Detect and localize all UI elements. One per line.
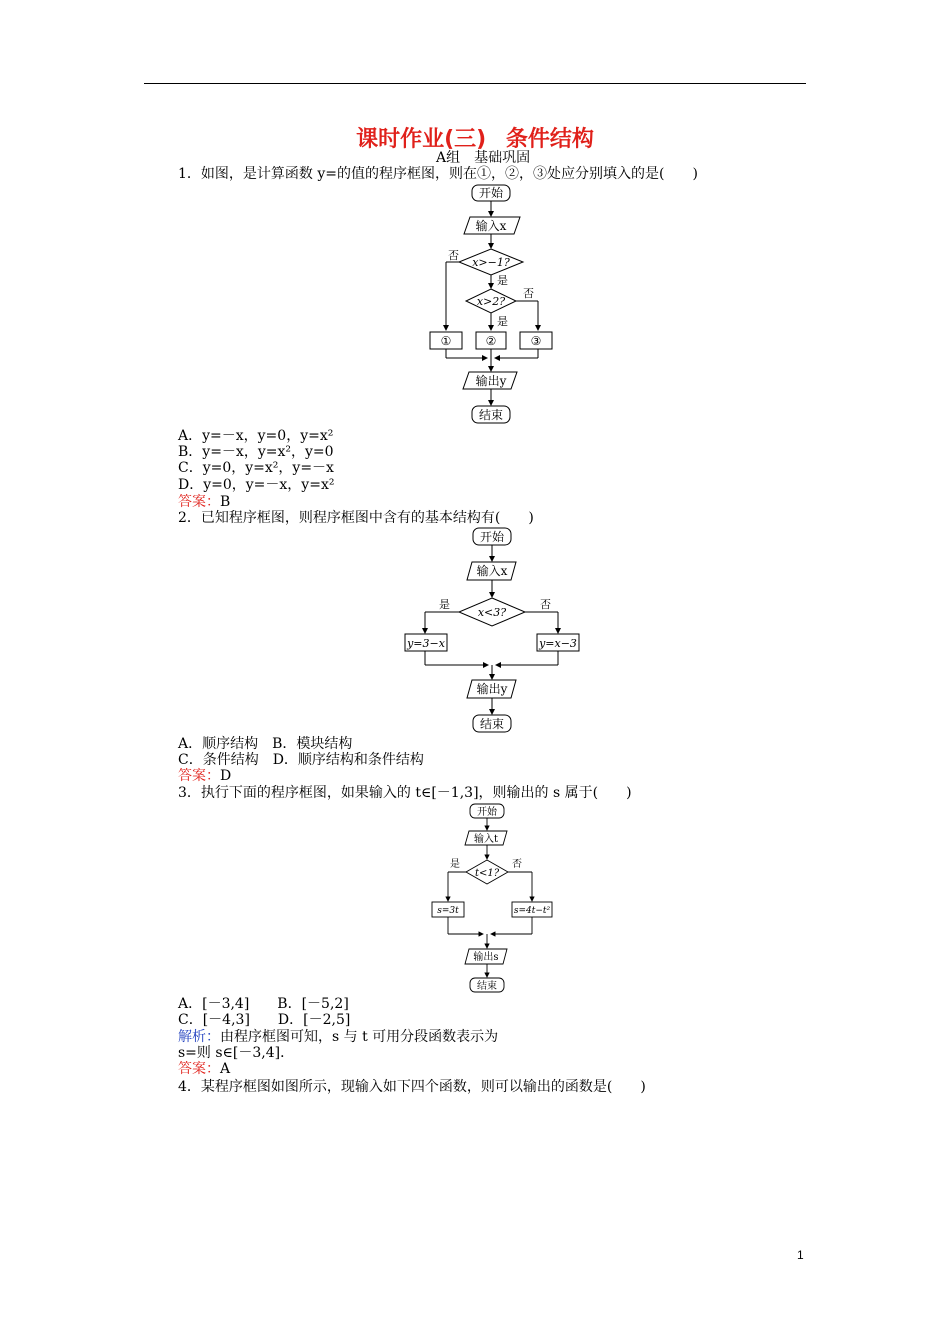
q1-no-label-2: 否 (523, 287, 534, 300)
q2-no-label: 否 (540, 598, 551, 611)
q1-option-b: B．y=－x，y=x²，y=0 (178, 444, 334, 460)
q3-output-label: 输出s (473, 952, 499, 963)
q3-analysis-2: s=则 s∈[－3,4]． (178, 1045, 295, 1061)
q1-end-label: 结束 (478, 408, 504, 422)
q2-flowchart (395, 524, 595, 739)
q3-answer-value: A (220, 1061, 231, 1077)
q1-box-3-label: ③ (530, 334, 542, 348)
q3-option-ab: A．[－3,4] B．[－5,2] (178, 996, 349, 1012)
q1-start-label: 开始 (478, 186, 504, 200)
title-main: 课时作业(三) (356, 127, 487, 152)
q1-option-c: C．y=0，y=x²，y=－x (178, 460, 334, 476)
q2-cond-label: x<3? (477, 606, 507, 619)
q2-left-label: y=3−x (407, 637, 445, 650)
q3-option-cd: C．[－4,3] D．[－2,5] (178, 1012, 351, 1028)
q2-input-label: 输入x (476, 564, 508, 578)
q1-output-label: 输出y (475, 374, 507, 388)
q1-answer (178, 494, 230, 510)
q1-option-d: D．y=0，y=－x，y=x² (178, 477, 335, 493)
q1-option-a: A．y=－x，y=0，y=x² (178, 428, 334, 444)
q3-analysis (178, 1029, 498, 1045)
q1-cond2-label: x>2? (476, 295, 506, 308)
q1-input-label: 输入x (475, 219, 507, 233)
q1-flowchart (420, 180, 570, 430)
q2-option-cd: C．条件结构 D．顺序结构和条件结构 (178, 752, 424, 768)
q2-yes-label: 是 (439, 598, 450, 611)
q1-cond1-label: x>−1? (472, 256, 510, 269)
q1-yes-label-1: 是 (497, 274, 508, 287)
q3-yes-label: 是 (450, 859, 460, 870)
q1-box-2-label: ② (485, 334, 497, 348)
q2-output-label: 输出y (476, 682, 508, 696)
q1-answer-value: B (220, 494, 231, 510)
q3-start-label: 开始 (477, 807, 497, 818)
q3-right-label: s=4t−t² (513, 906, 551, 916)
q2-answer (178, 768, 231, 784)
q2-stem: 2．已知程序框图，则程序框图中含有的基本结构有( ) (178, 510, 534, 526)
q2-start-label: 开始 (479, 530, 505, 544)
q3-end-label: 结束 (477, 981, 497, 992)
q3-cond-label: t<1? (474, 868, 500, 879)
header-rule (144, 83, 806, 84)
q2-answer-label: 答案： (178, 768, 220, 784)
q2-right-label: y=x−3 (539, 637, 577, 650)
page-title (0, 122, 950, 153)
q2-end-label: 结束 (479, 717, 505, 731)
q3-left-label: s=3t (437, 906, 459, 916)
title-sub: 条件结构 (505, 127, 594, 152)
q1-yes-label-2: 是 (497, 315, 508, 328)
q3-answer-label: 答案： (178, 1061, 220, 1077)
page-number: 1 (797, 1248, 804, 1262)
q2-option-ab: A．顺序结构 B．模块结构 (178, 736, 353, 752)
q1-stem: 1．如图，是计算函数 y=的值的程序框图，则在①，②，③处应分别填入的是( ) (178, 166, 698, 182)
q3-no-label: 否 (512, 859, 522, 870)
q3-flowchart (420, 800, 560, 998)
q1-box-1-label: ① (440, 334, 452, 348)
q2-answer-value: D (220, 768, 232, 784)
q3-analysis-label: 解析： (178, 1029, 220, 1045)
q3-stem: 3．执行下面的程序框图，如果输入的 t∈[－1,3]，则输出的 s 属于( ) (178, 785, 632, 801)
q1-answer-label: 答案： (178, 494, 220, 510)
q3-answer (178, 1061, 230, 1077)
q1-no-label-1: 否 (448, 249, 459, 262)
group-heading: A组 基础巩固 (436, 150, 531, 166)
q4-stem: 4．某程序框图如图所示，现输入如下四个函数，则可以输出的函数是( ) (178, 1079, 646, 1095)
q3-input-label: 输入t (473, 834, 499, 845)
q3-analysis-text: 由程序框图可知，s 与 t 可用分段函数表示为 (220, 1029, 499, 1045)
